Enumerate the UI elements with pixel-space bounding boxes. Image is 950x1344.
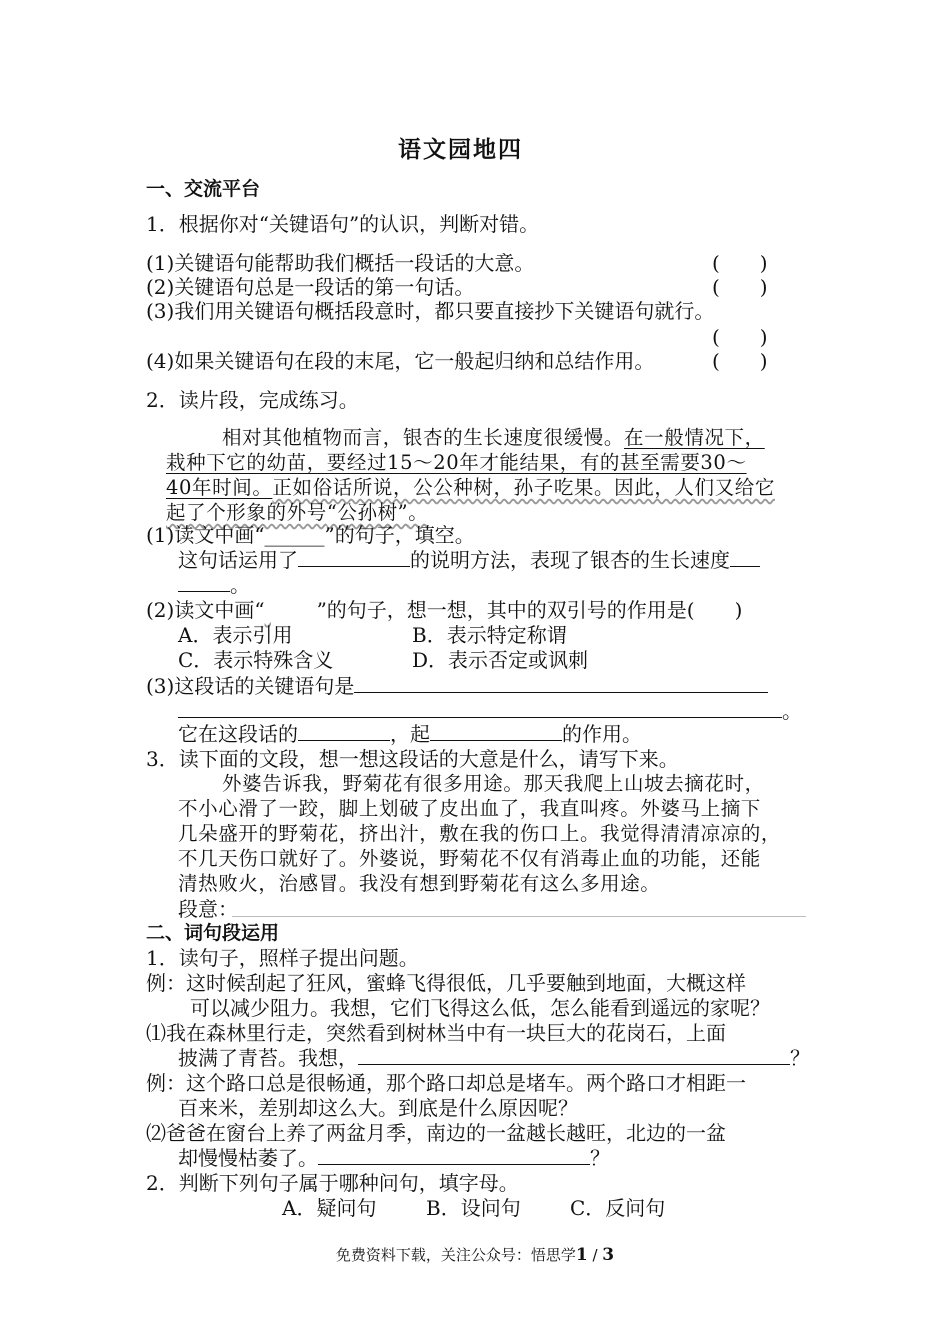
q3-passage-line-2: 不小心滑了一跤，脚上划破了皮出血了，我直叫疼。外婆马上摘下 — [178, 797, 761, 820]
sub3-text: (3)这段话的关键语句是 — [146, 674, 355, 698]
s2-question-2-prompt: 2．判断下列句子属于哪种问句，填字母。 — [146, 1171, 519, 1195]
sub3-period: 。 — [782, 699, 802, 723]
option-b[interactable]: B．表示特定称谓 — [412, 623, 567, 647]
sub-question-1-fill — [178, 548, 760, 572]
q3-passage-line-1: 外婆告诉我，野菊花有很多用途。那天我爬上山坡去摘花时， — [222, 772, 765, 795]
option-a[interactable]: A．表示引用 — [178, 623, 293, 647]
example-1-line-1: 例：这时候刮起了狂风，蜜蜂飞得很低，几乎要触到地面，大概这样 — [146, 971, 746, 995]
fill-blank-speed-cont[interactable] — [178, 573, 230, 592]
sub-question-2 — [146, 598, 742, 622]
example-2-line-2: 百来米，差别却这么大。到底是什么原因呢？ — [178, 1096, 578, 1120]
sub3-text-c: 的作用。 — [562, 722, 642, 746]
judge-item-2: (2)关键语句总是一段话的第一句话。 — [146, 275, 475, 299]
example-1-line-2: 可以减少阻力。我想，它们飞得这么低，怎么能看到遥远的家呢？ — [190, 996, 770, 1020]
summary-label: 段意： — [178, 897, 238, 921]
question-1-prompt: 1．根据你对“关键语句”的认识，判断对错。 — [146, 212, 540, 236]
sub3-text-a: 它在这段话的 — [178, 722, 298, 746]
section-heading-1: 一、交流平台 — [146, 178, 261, 200]
sub-question-1: (1)读文中画“______”的句子，填空。 — [146, 523, 475, 547]
question-2-prompt: 2．读片段，完成练习。 — [146, 388, 359, 412]
question-blank-1[interactable] — [358, 1046, 790, 1065]
s2-option-c: C．反问句 — [570, 1196, 666, 1220]
sub2-text: (2)读文中画“ — [146, 598, 265, 622]
question-blank-2[interactable] — [318, 1146, 590, 1165]
question-mark-1: ？ — [790, 1046, 810, 1070]
q3-passage-line-4: 不几天伤口就好了。外婆说，野菊花不仅有消毒止血的功能，还能 — [178, 847, 761, 870]
summary-answer-line[interactable] — [232, 916, 806, 917]
judge-answer-4[interactable]: ( ) — [712, 349, 768, 373]
passage-line-2: 栽种下它的幼苗，要经过15～20年才能结果，有的甚至需要30～ — [166, 451, 747, 474]
question-3-prompt: 3．读下面的文段，想一想这段话的大意是什么，请写下来。 — [146, 747, 679, 771]
judge-item-3: (3)我们用关键语句概括段意时，都只要直接抄下关键语句就行。 — [146, 299, 715, 323]
item-2-line-2 — [178, 1146, 610, 1170]
judge-answer-3[interactable]: ( ) — [712, 325, 768, 349]
page-separator: / — [587, 1246, 603, 1264]
passage-line-3 — [166, 476, 775, 500]
wavy-mark-sample — [265, 598, 317, 622]
sub-question-3 — [146, 674, 768, 698]
page-number: 1 — [575, 1245, 588, 1265]
item-1-line-2 — [178, 1046, 810, 1070]
sub2-text-2: ”的句子，想一想，其中的双引号的作用是( ) — [316, 598, 743, 622]
fill-text: 这句话运用了 — [178, 548, 298, 572]
position-blank[interactable] — [298, 722, 390, 741]
item-2-line-1: ⑵爸爸在窗台上养了两盆月季，南边的一盆越长越旺，北边的一盆 — [146, 1121, 726, 1145]
passage-period: 。 — [408, 501, 429, 524]
sub-question-1-fill-cont — [178, 573, 250, 597]
item-1-line-1: ⑴我在森林里行走，突然看到树林当中有一块巨大的花岗石，上面 — [146, 1021, 726, 1045]
judge-answer-1[interactable]: ( ) — [712, 251, 768, 275]
judge-answer-2[interactable]: ( ) — [712, 275, 768, 299]
passage-line-1 — [222, 426, 765, 450]
fill-period: 。 — [230, 573, 250, 597]
s2-option-b: B．设问句 — [426, 1196, 521, 1220]
example-2-line-1: 例：这个路口总是很畅通，那个路口却总是堵车。两个路口才相距一 — [146, 1071, 746, 1095]
sub-question-3-line3 — [178, 722, 642, 746]
option-d[interactable]: D．表示否定或讽刺 — [412, 648, 589, 672]
q3-passage-line-5: 清热败火，治感冒。我没有想到野菊花有这么多用途。 — [178, 872, 661, 895]
key-sentence-blank[interactable] — [354, 674, 768, 693]
s2-question-1-prompt: 1．读句子，照样子提出问题。 — [146, 946, 419, 970]
judge-item-4: (4)如果关键语句在段的末尾，它一般起归纳和总结作用。 — [146, 349, 655, 373]
judge-item-1: (1)关键语句能帮助我们概括一段话的大意。 — [146, 251, 535, 275]
underlined-sentence: 在一般情况下， — [624, 426, 765, 449]
section-heading-2: 二、词句段运用 — [146, 922, 280, 944]
item-2-text: 却慢慢枯萎了。 — [178, 1146, 318, 1170]
page-title: 语文园地四 — [398, 136, 523, 163]
page-footer — [0, 1244, 950, 1265]
role-blank[interactable] — [430, 722, 562, 741]
nickname-quote: “公孙树” — [326, 501, 409, 524]
s2-option-a: A．疑问句 — [282, 1196, 377, 1220]
question-mark-2: ？ — [590, 1146, 610, 1170]
sub-question-3-line2 — [178, 699, 802, 723]
footer-text: 免费资料下载，关注公众号：悟思学 — [335, 1246, 576, 1264]
fill-blank-speed[interactable] — [730, 548, 760, 567]
sub3-text-b: ，起 — [390, 722, 430, 746]
fill-text: 的说明方法，表现了银杏的生长速度 — [410, 548, 730, 572]
page-total: 3 — [602, 1245, 615, 1265]
item-1-text: 披满了青苔。我想， — [178, 1046, 358, 1070]
passage-sentence: 相对其他植物而言，银杏的生长速度很缓慢。 — [222, 426, 625, 449]
wavy-sentence: 正如俗话所说，公公种树，孙子吃果。因此，人们又给它 — [272, 476, 775, 499]
wavy-sentence-end: 起了个形象的外号 — [166, 501, 327, 524]
passage-line-4 — [166, 501, 428, 525]
key-sentence-blank-cont[interactable] — [178, 699, 782, 718]
option-c[interactable]: C．表示特殊含义 — [178, 648, 334, 672]
underlined-sentence-end: 40年时间。 — [166, 476, 273, 499]
q3-passage-line-3: 几朵盛开的野菊花，挤出汁，敷在我的伤口上。我觉得清清凉凉的， — [178, 822, 782, 845]
fill-blank-method[interactable] — [298, 548, 410, 567]
